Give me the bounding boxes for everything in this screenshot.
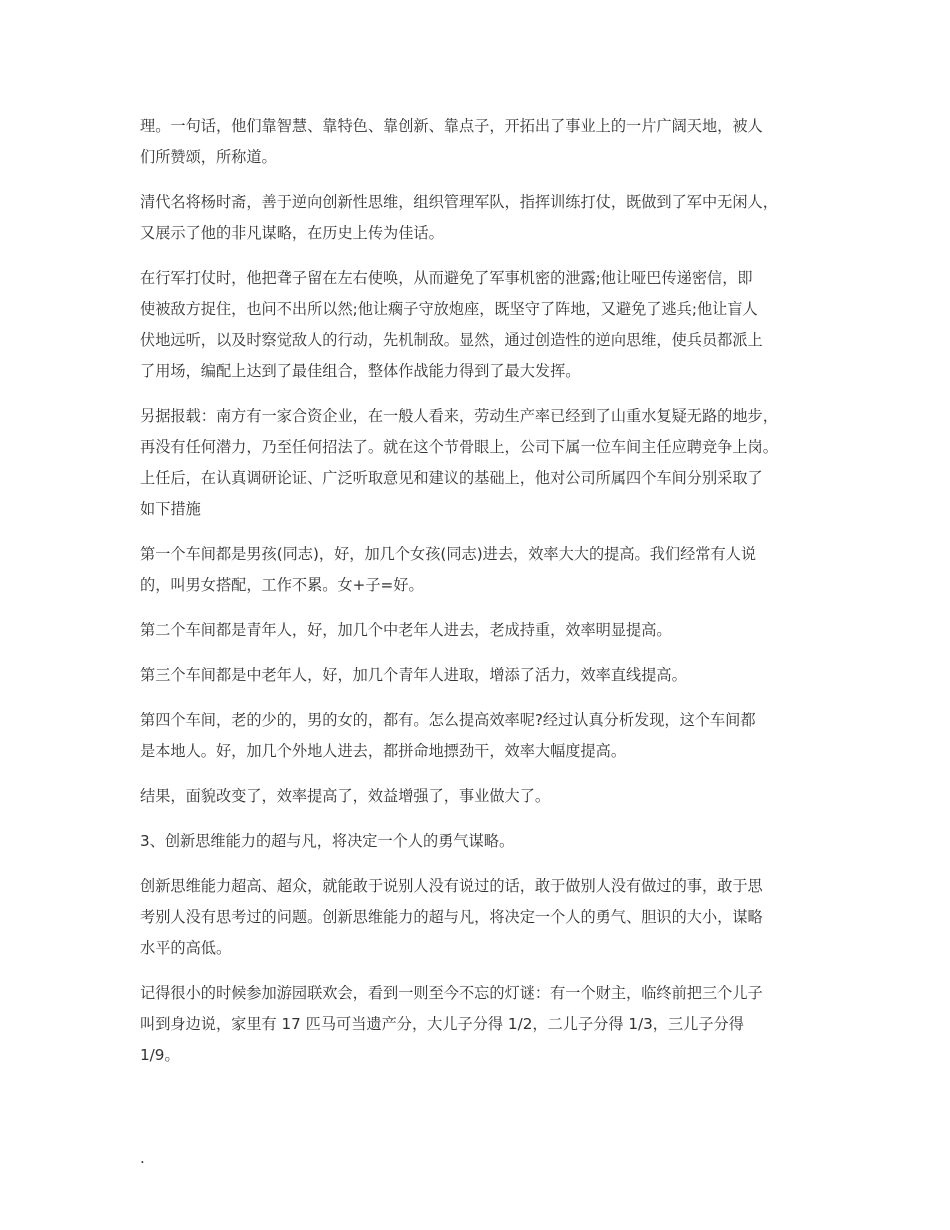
text-line: 在行军打仗时，他把聋子留在左右使唤，从而避免了军事机密的泄露;他让哑巴传递密信，即 (140, 269, 753, 287)
text-line: 上任后，在认真调研论证、广泛听取意见和建议的基础上，他对公司所属四个车间分别采取了 (140, 469, 763, 487)
text-line: 结果，面貌改变了，效率提高了，效益增强了，事业做大了。 (140, 787, 551, 805)
text-line: 第二个车间都是青年人，好，加几个中老年人进去，老成持重，效率明显提高。 (140, 621, 672, 639)
paragraph (140, 781, 830, 812)
text-line: 1/9。 (140, 1046, 180, 1064)
paragraph (140, 263, 830, 387)
text-line: 水平的高低。 (140, 939, 232, 957)
text-line: 考别人没有思考过的问题。创新思维能力的超与凡，将决定一个人的勇气、胆识的大小，谋略 (140, 908, 763, 926)
paragraph (140, 978, 830, 1071)
paragraph (140, 705, 830, 767)
text-line: 另据报载：南方有一家合资企业，在一般人看来，劳动生产率已经到了山重水复疑无路的地步， (140, 407, 778, 425)
text-line: 伏地远听，以及时察觉敌人的行动，先机制敌。显然，通过创造性的逆向思维，使兵员都派上 (140, 331, 763, 349)
text-line: 第一个车间都是男孩(同志)，好，加几个女孩(同志)进去，效率大大的提高。我们经常有人说 (140, 545, 757, 563)
paragraph (140, 826, 830, 857)
text-line: 又展示了他的非凡谋略，在历史上传为佳话。 (140, 224, 444, 242)
document-body (140, 111, 830, 1085)
text-line: 第三个车间都是中老年人，好，加几个青年人进取，增添了活力，效率直线提高。 (140, 666, 687, 684)
text-line: 如下措施 (140, 500, 201, 518)
footer-mark: . (140, 1149, 145, 1167)
text-line: 记得很小的时候参加游园联欢会，看到一则至今不忘的灯谜：有一个财主，临终前把三个儿子 (140, 984, 763, 1002)
paragraph (140, 539, 830, 601)
text-line: 使被敌方捉住，也问不出所以然;他让瘸子守放炮座，既坚守了阵地，又避免了逃兵;他让盲人 (140, 300, 758, 318)
text-line: 再没有任何潜力，乃至任何招法了。就在这个节骨眼上，公司下属一位车间主任应聘竞争上岗。 (140, 438, 778, 456)
paragraph (140, 111, 830, 173)
paragraph (140, 615, 830, 646)
text-line: 了用场，编配上达到了最佳组合，整体作战能力得到了最大发挥。 (140, 362, 581, 380)
paragraph (140, 660, 830, 691)
paragraph (140, 871, 830, 964)
text-line: 的，叫男女搭配，工作不累。女+子=好。 (140, 576, 424, 594)
text-line: 理。一句话，他们靠智慧、靠特色、靠创新、靠点子，开拓出了事业上的一片广阔天地，被人 (140, 117, 763, 135)
text-line: 叫到身边说，家里有 17 匹马可当遗产分，大儿子分得 1/2，二儿子分得 1/3，三儿子分得 (140, 1015, 744, 1033)
text-line: 清代名将杨时斋，善于逆向创新性思维，组织管理军队，指挥训练打仗，既做到了军中无闲人， (140, 193, 778, 211)
paragraph (140, 187, 830, 249)
text-line: 3、创新思维能力的超与凡，将决定一个人的勇气谋略。 (140, 832, 515, 850)
paragraph (140, 401, 830, 525)
text-line: 第四个车间，老的少的，男的女的，都有。怎么提高效率呢?经过认真分析发现，这个车间都 (140, 711, 756, 729)
text-line: 创新思维能力超高、超众，就能敢于说别人没有说过的话，敢于做别人没有做过的事，敢于思 (140, 877, 763, 895)
text-line: 们所赞颂，所称道。 (140, 148, 277, 166)
text-line: 是本地人。好，加几个外地人进去，都拼命地摽劲干，效率大幅度提高。 (140, 742, 626, 760)
